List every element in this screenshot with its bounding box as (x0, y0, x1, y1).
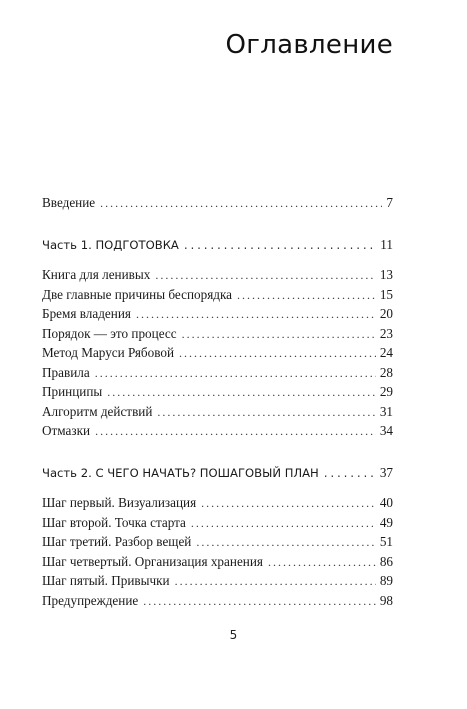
dot-leader (324, 464, 376, 484)
dot-leader (155, 266, 375, 286)
toc-entry-label: Шаг третий. Разбор вещей (42, 534, 192, 549)
toc-entry-page: 13 (379, 267, 393, 282)
toc-entry-label: Шаг второй. Точка старта (42, 514, 186, 530)
toc-entry-page: 86 (379, 553, 393, 569)
toc-entry-page: 28 (379, 364, 393, 380)
toc-entry[interactable] (42, 285, 393, 305)
toc-entry-page: 20 (379, 306, 393, 321)
toc-entry-label: Метод Маруси Рябовой (42, 345, 175, 360)
toc-entry-label: Шаг первый. Визуализация (42, 495, 197, 510)
toc-entry-label: Книга для ленивых (42, 267, 151, 282)
toc-entry[interactable] (42, 363, 393, 383)
dot-leader (201, 494, 376, 514)
dot-leader (237, 286, 376, 306)
toc-part-heading-2[interactable] (42, 463, 393, 483)
toc-entry-label: Алгоритм действий (42, 403, 153, 419)
dot-leader (95, 364, 376, 384)
toc-entry-page: 29 (379, 384, 393, 399)
page-number: 5 (229, 628, 238, 642)
toc-entry-page: 89 (379, 573, 393, 588)
dot-leader (179, 344, 376, 364)
toc-entry[interactable] (42, 513, 393, 533)
toc-entry[interactable] (42, 421, 393, 441)
toc-entry-label: Введение (42, 195, 96, 210)
toc-entry-page: 49 (379, 514, 393, 530)
toc-entry[interactable] (42, 382, 393, 402)
toc-entry[interactable] (42, 591, 393, 611)
toc-entry-label: Отмазки (42, 423, 91, 438)
toc-entry-label: Правила (42, 364, 90, 380)
toc-part-page: 11 (380, 236, 393, 252)
toc-part-heading-1[interactable] (42, 235, 393, 255)
toc-entry-page: 24 (379, 345, 393, 360)
toc-entry[interactable] (42, 324, 393, 344)
toc-entry[interactable] (42, 571, 393, 591)
toc-entry-page: 34 (379, 423, 393, 438)
dot-leader (100, 194, 382, 214)
toc-entry[interactable] (42, 532, 393, 552)
toc-entry-page: 98 (379, 592, 393, 608)
toc-part-page: 37 (379, 464, 393, 480)
toc-part-label: Часть 1. ПОДГОТОВКА (42, 237, 179, 252)
dot-leader (107, 383, 376, 403)
dot-leader (184, 236, 376, 256)
dot-leader (95, 422, 376, 442)
dot-leader (191, 514, 376, 534)
toc-part-label: Часть 2. С ЧЕГО НАЧАТЬ? ПОШАГОВЫЙ ПЛАН (42, 465, 319, 480)
toc-entry-page: 23 (379, 325, 393, 341)
toc-entry[interactable] (42, 493, 393, 513)
toc-entry[interactable] (42, 552, 393, 572)
toc-entry-label: Шаг пятый. Привычки (42, 573, 170, 588)
toc-entry-page: 31 (379, 403, 393, 419)
toc-entry-intro[interactable] (42, 193, 393, 213)
toc-entry-label: Шаг четвертый. Организация хранения (42, 553, 263, 569)
toc-entry-page: 15 (379, 286, 393, 302)
dot-leader (143, 592, 376, 612)
dot-leader (268, 553, 376, 573)
toc-entry-label: Порядок — это процесс (42, 325, 177, 341)
dot-leader (196, 533, 375, 553)
toc-entry[interactable] (42, 265, 393, 285)
toc-entry-label: Две главные причины беспорядка (42, 286, 233, 302)
toc-entry-label: Бремя владения (42, 306, 131, 321)
toc-entry-label: Принципы (42, 384, 103, 399)
toc-entry-label: Предупреждение (42, 592, 139, 608)
toc-entry-page: 51 (379, 534, 393, 549)
toc-entry-page: 7 (386, 195, 393, 210)
toc-entry[interactable] (42, 402, 393, 422)
toc-entry[interactable] (42, 343, 393, 363)
dot-leader (136, 305, 376, 325)
dot-leader (157, 403, 375, 423)
dot-leader (182, 325, 376, 345)
table-of-contents (42, 193, 393, 610)
dot-leader (175, 572, 376, 592)
toc-entry[interactable] (42, 304, 393, 324)
page-title: Оглавление (225, 30, 393, 60)
toc-entry-page: 40 (379, 495, 393, 510)
